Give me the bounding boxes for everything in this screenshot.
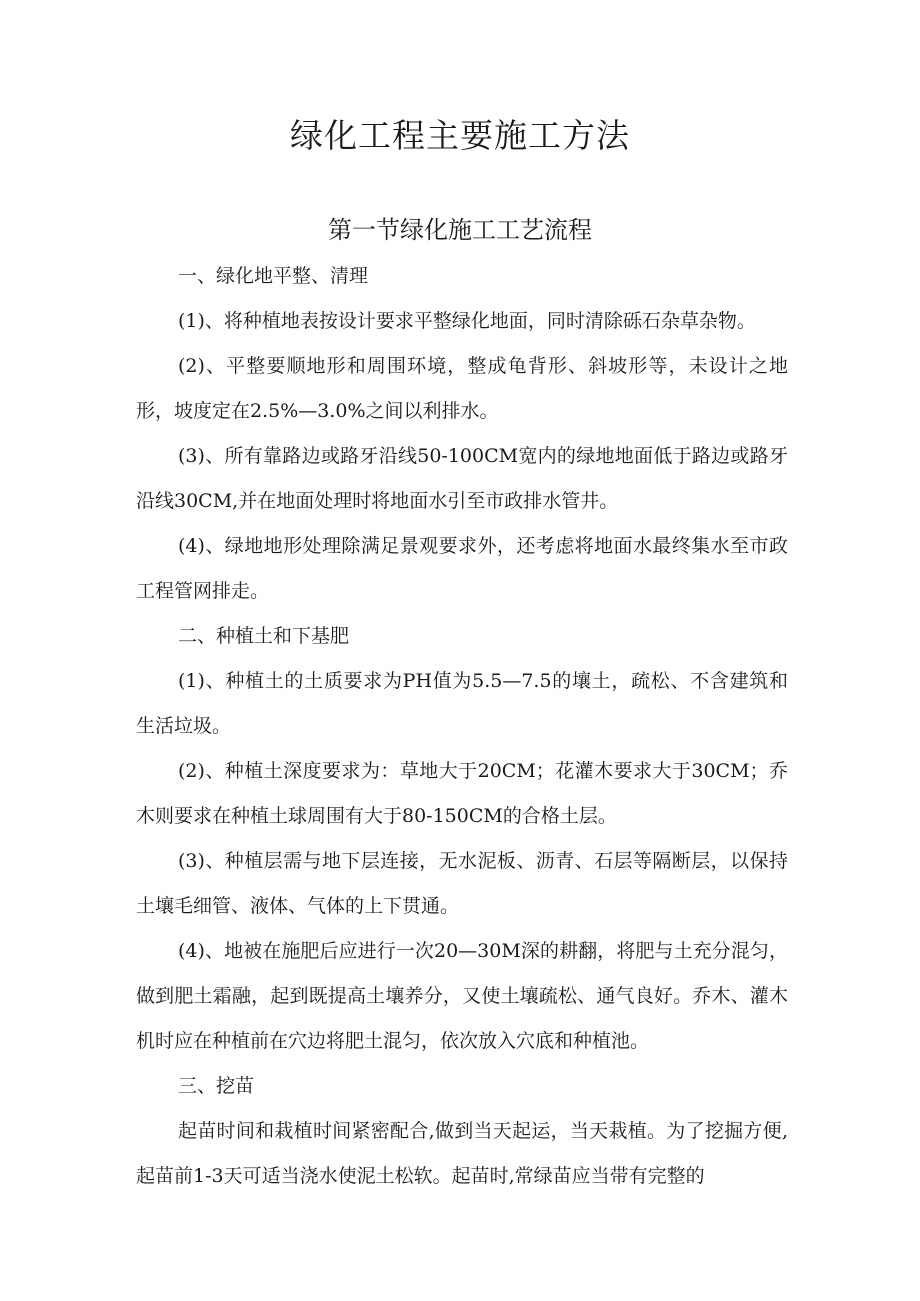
paragraph: (4)、地被在施肥后应进行一次20—30M深的耕翻，将肥与土充分混匀，做到肥土霜融，起到既提高土壤养分，又使土壤疏松、通气良好。乔木、灌木机时应在种植前在穴边将肥土混匀，依次放入穴底和种植池。 bbox=[136, 940, 788, 1052]
part-heading-3: 三、挖苗 bbox=[178, 1075, 255, 1097]
part-heading-1: 一、绿化地平整、清理 bbox=[178, 265, 369, 287]
section-title: 第一节绿化施工工艺流程 bbox=[328, 216, 592, 244]
document-body bbox=[136, 254, 788, 1199]
paragraph: (4)、绿地地形处理除满足景观要求外，还考虑将地面水最终集水至市政工程管网排走。 bbox=[136, 535, 788, 602]
paragraph: (2)、种植土深度要求为：草地大于20CM；花灌木要求大于30CM；乔木则要求在种植土球周围有大于80-150CM的合格土层。 bbox=[136, 760, 788, 827]
paragraph: (2)、平整要顺地形和周围环境，整成龟背形、斜坡形等，未设计之地形，坡度定在2.5%—3.0%之间以利排水。 bbox=[136, 355, 788, 422]
paragraph: (3)、所有靠路边或路牙沿线50-100CM宽内的绿地地面低于路边或路牙沿线30CM,并在地面处理时将地面水引至市政排水管井。 bbox=[136, 445, 788, 512]
paragraph: (3)、种植层需与地下层连接，无水泥板、沥青、石层等隔断层，以保持土壤毛细管、液体、气体的上下贯通。 bbox=[136, 850, 788, 917]
paragraph: 起苗时间和栽植时间紧密配合,做到当天起运，当天栽植。为了挖掘方便,起苗前1-3天可适当浇水使泥土松软。起苗时,常绿苗应当带有完整的 bbox=[136, 1120, 788, 1187]
document-title: 绿化工程主要施工方法 bbox=[290, 116, 630, 155]
paragraph: (1)、将种植地表按设计要求平整绿化地面，同时清除砾石杂草杂物。 bbox=[178, 310, 756, 332]
paragraph: (1)、种植土的土质要求为PH值为5.5—7.5的壤土，疏松、不含建筑和生活垃圾。 bbox=[136, 670, 788, 737]
part-heading-2: 二、种植土和下基肥 bbox=[178, 625, 350, 647]
